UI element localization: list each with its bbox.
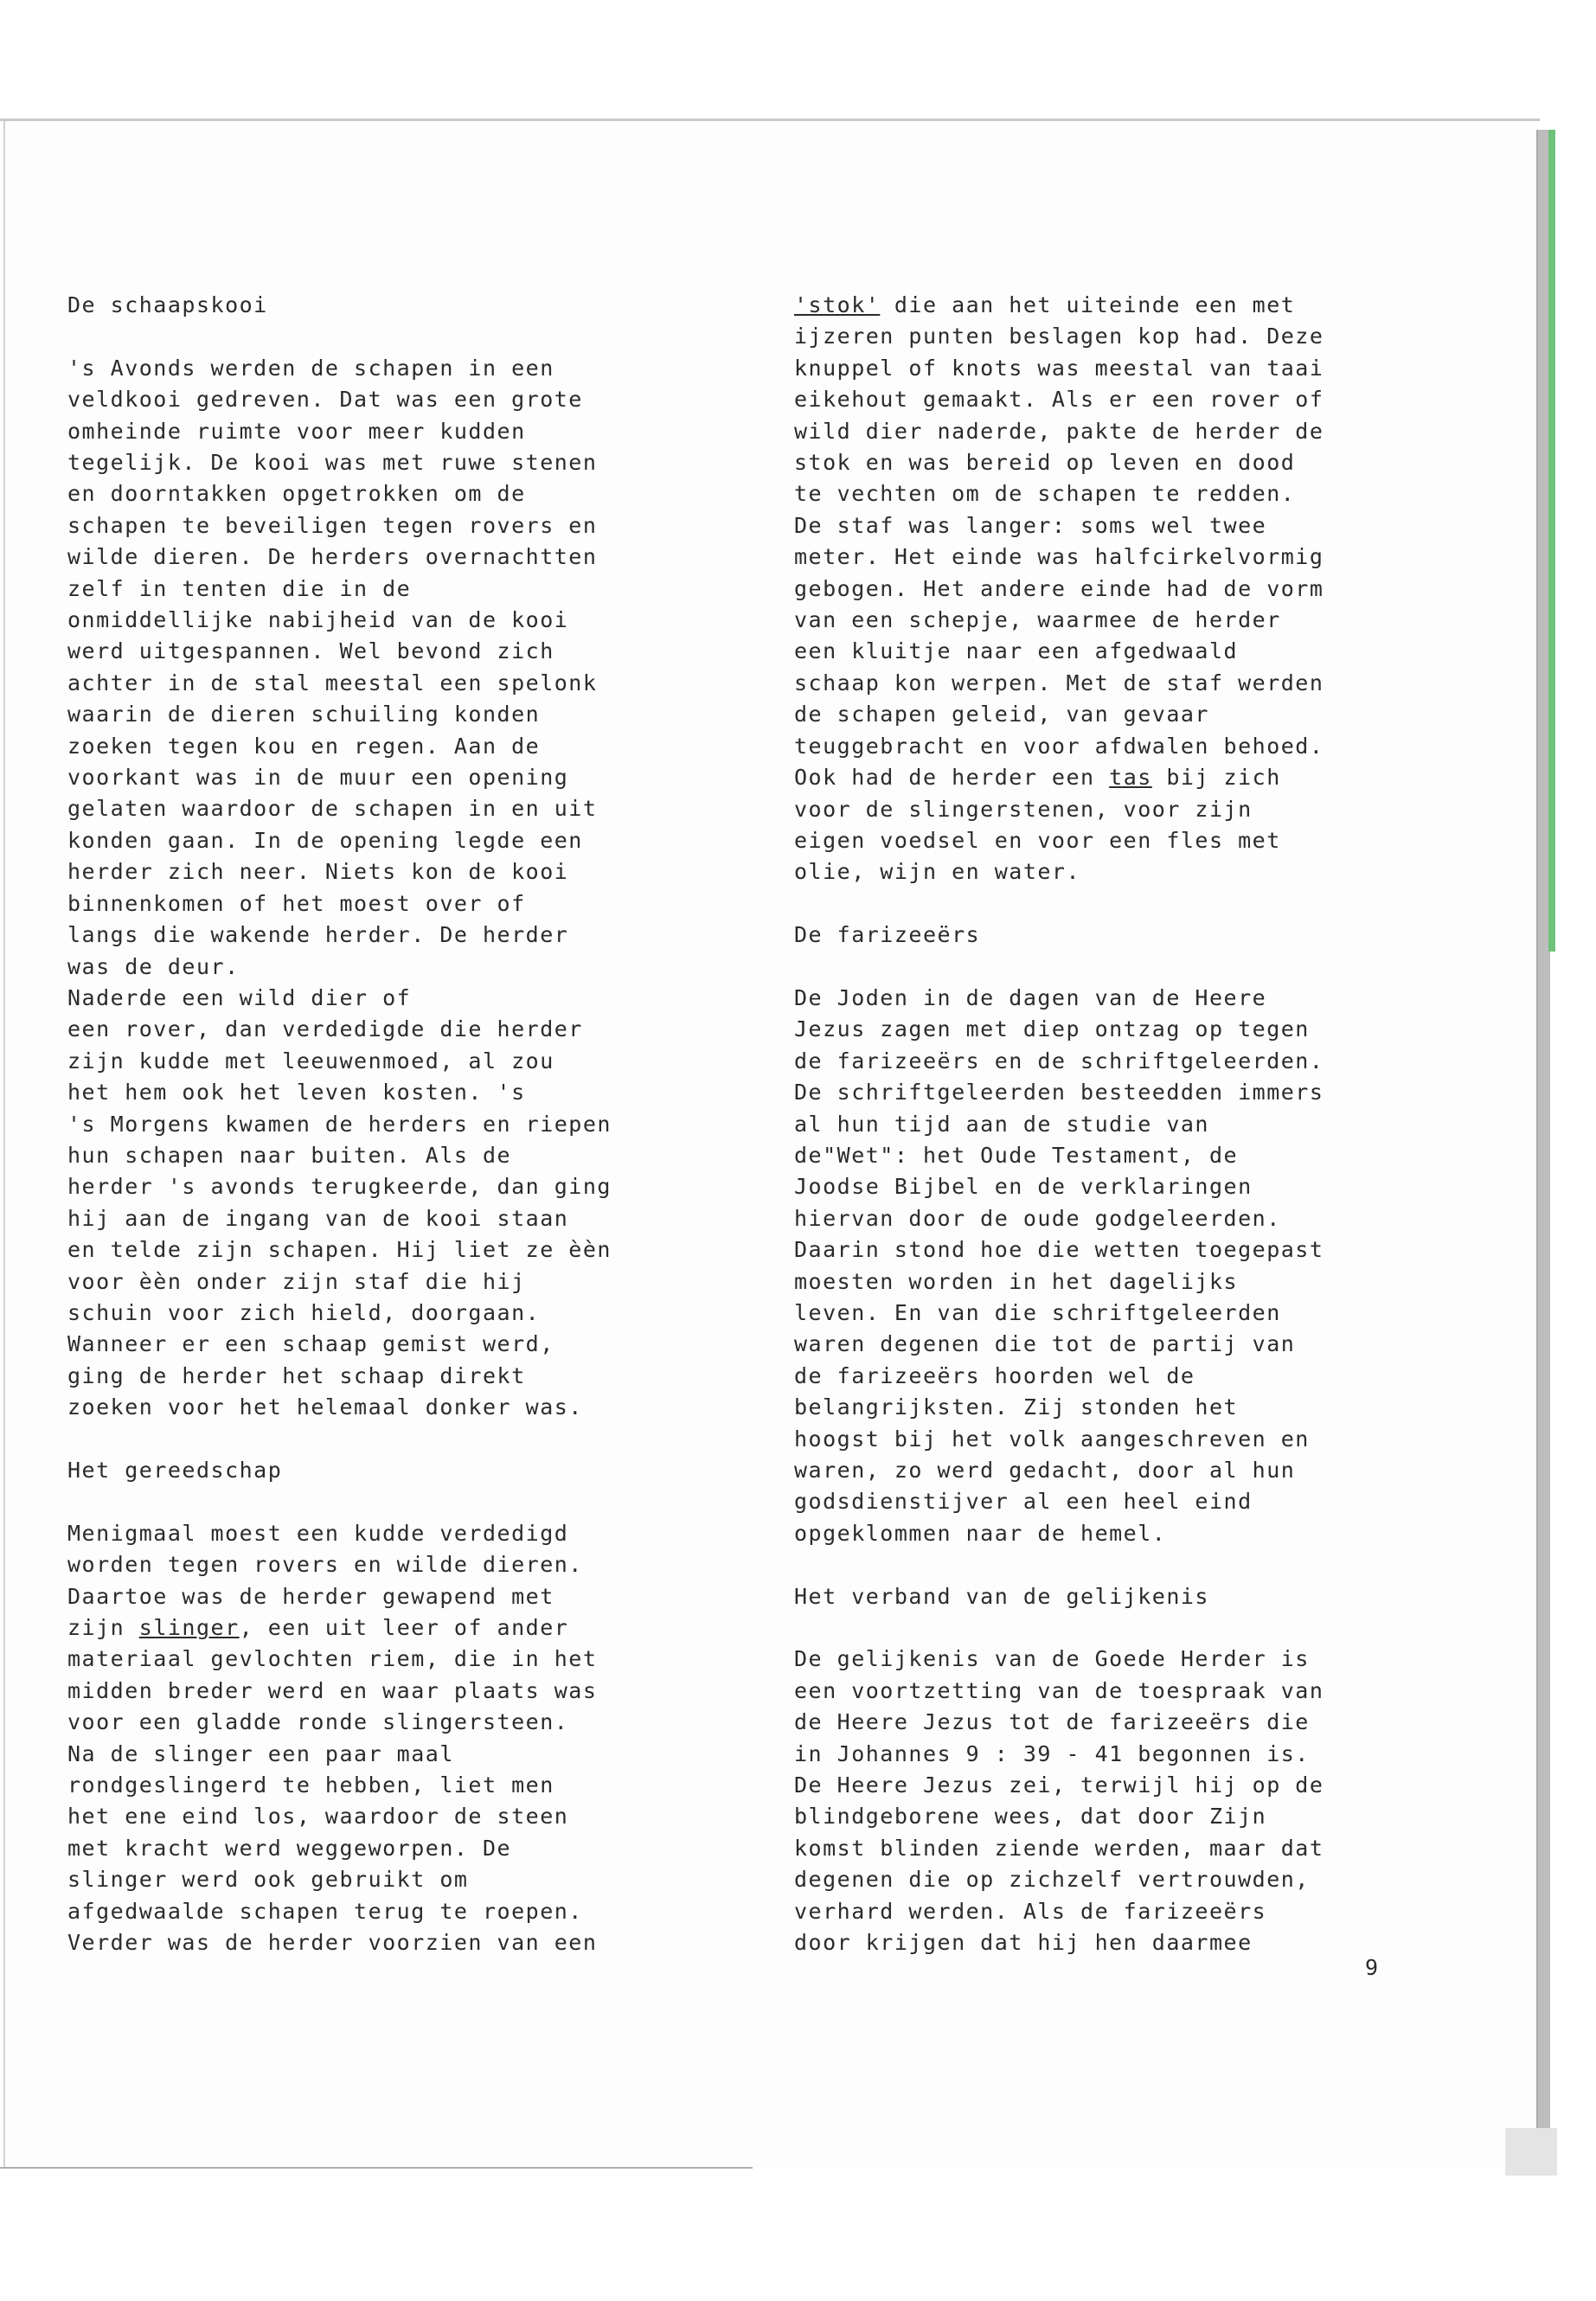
text-line: belangrijksten. Zij stonden het — [794, 1394, 1239, 1420]
text-line: een voortzetting van de toespraak van — [794, 1677, 1324, 1703]
text-line: Wanneer er een schaap gemist werd, — [67, 1331, 554, 1357]
text-line: Daarin stond hoe die wetten toegepast — [794, 1237, 1324, 1263]
text-fragment: zijn — [67, 1615, 139, 1641]
text-line: knuppel of knots was meestal van taai — [794, 355, 1324, 381]
text-line: voor èèn onder zijn staf die hij — [67, 1268, 526, 1294]
text-line: leven. En van die schriftgeleerden — [794, 1299, 1281, 1325]
text-line: hij aan de ingang van de kooi staan — [67, 1205, 569, 1231]
text-line: omheinde ruimte voor meer kudden — [67, 418, 526, 444]
text-line: materiaal gevlochten riem, die in het — [67, 1646, 598, 1672]
text-line: met kracht werd weggeworpen. De — [67, 1835, 512, 1861]
text-line: de farizeeërs hoorden wel de — [794, 1362, 1195, 1388]
paragraph-farizeeers — [794, 983, 1477, 1549]
text-line: eigen voedsel en voor een fles met — [794, 827, 1281, 853]
text-line: te vechten om de schapen te redden. — [794, 481, 1296, 507]
text-line: moesten worden in het dagelijks — [794, 1268, 1239, 1294]
text-line: rondgeslingerd te hebben, liet men — [67, 1772, 554, 1798]
section-heading-schaapskooi: De schaapskooi — [67, 292, 268, 317]
text-line: Jezus zagen met diep ontzag op tegen — [794, 1016, 1310, 1042]
text-line-slinger — [67, 1612, 751, 1644]
text-line: zoeken tegen kou en regen. Aan de — [67, 733, 541, 759]
text-line: worden tegen rovers en wilde dieren. — [67, 1552, 583, 1578]
text-line: schaap kon werpen. Met de staf werden — [794, 670, 1324, 695]
text-fragment: Ook had de herder een — [794, 765, 1110, 791]
text-line: en telde zijn schapen. Hij liet ze èèn — [67, 1237, 612, 1263]
text-line: de Heere Jezus tot de farizeeërs die — [794, 1709, 1310, 1735]
text-line: een kluitje naar een afgedwaald — [794, 638, 1239, 664]
text-line: zoeken voor het helemaal donker was. — [67, 1394, 583, 1420]
text-line: de schapen geleid, van gevaar — [794, 702, 1209, 727]
book-cover-edge — [1548, 130, 1555, 952]
text-line: gebogen. Het andere einde had de vorm — [794, 575, 1324, 601]
page-corner-shadow — [1505, 2128, 1557, 2176]
text-line: olie, wijn en water. — [794, 859, 1081, 885]
text-line: De Heere Jezus zei, terwijl hij op de — [794, 1772, 1324, 1798]
text-line: schuin voor zich hield, doorgaan. — [67, 1299, 541, 1325]
text-line: wild dier naderde, pakte de herder de — [794, 418, 1324, 444]
text-line: hun schapen naar buiten. Als de — [67, 1142, 512, 1168]
paragraph-verband — [794, 1644, 1477, 1958]
left-column — [67, 290, 751, 1958]
text-line: Verder was de herder voorzien van een — [67, 1930, 598, 1956]
text-line: werd uitgespannen. Wel bevond zich — [67, 638, 554, 664]
text-line: het hem ook het leven kosten. 's — [67, 1080, 526, 1106]
text-line: een rover, dan verdedigde die herder — [67, 1016, 583, 1042]
text-line: Na de slinger een paar maal — [67, 1740, 454, 1766]
text-line: het ene eind los, waardoor de steen — [67, 1804, 569, 1830]
text-line: waren, zo werd gedacht, door al hun — [794, 1458, 1296, 1483]
text-fragment: bij zich — [1151, 765, 1281, 791]
text-line-tas — [794, 762, 1477, 793]
text-line: De gelijkenis van de Goede Herder is — [794, 1646, 1310, 1672]
underlined-term-stok: 'stok' — [794, 292, 881, 317]
text-line: midden breder werd en waar plaats was — [67, 1677, 598, 1703]
text-line: al hun tijd aan de studie van — [794, 1111, 1209, 1137]
text-line: De schriftgeleerden besteedden immers — [794, 1080, 1324, 1106]
text-fragment: die aan het uiteinde een met — [880, 292, 1296, 317]
text-line: schapen te beveiligen tegen rovers en — [67, 512, 598, 538]
text-line: meter. Het einde was halfcirkelvormig — [794, 544, 1324, 570]
paragraph-stok-staf — [794, 290, 1477, 888]
text-line: de farizeeërs en de schriftgeleerden. — [794, 1048, 1324, 1074]
text-line: 's Morgens kwamen de herders en riepen — [67, 1111, 612, 1137]
text-line: voorkant was in de muur een opening — [67, 765, 569, 791]
text-line: eikehout gemaakt. Als er een rover of — [794, 387, 1324, 413]
text-line: stok en was bereid op leven en dood — [794, 450, 1296, 476]
page-number: 9 — [1365, 1955, 1379, 1980]
text-line: ijzeren punten beslagen kop had. Deze — [794, 324, 1324, 349]
text-line: voor een gladde ronde slingersteen. — [67, 1709, 569, 1735]
paragraph-schaapskooi — [67, 353, 751, 1424]
section-heading-farizeeers: De farizeeërs — [794, 922, 981, 948]
text-line: onmiddellijke nabijheid van de kooi — [67, 607, 569, 633]
text-line: binnenkomen of het moest over of — [67, 890, 526, 916]
section-heading-verband: Het verband van de gelijkenis — [794, 1583, 1209, 1609]
text-line: 's Avonds werden de schapen in een — [67, 355, 554, 381]
text-line: Joodse Bijbel en de verklaringen — [794, 1174, 1253, 1200]
text-line-stok — [794, 290, 1477, 321]
text-line: waarin de dieren schuiling konden — [67, 702, 541, 727]
text-line: veldkooi gedreven. Dat was een grote — [67, 387, 583, 413]
text-line: Daartoe was de herder gewapend met — [67, 1583, 554, 1609]
text-line: ging de herder het schaap direkt — [67, 1362, 526, 1388]
text-line: zijn kudde met leeuwenmoed, al zou — [67, 1048, 554, 1074]
text-line: in Johannes 9 : 39 - 41 begonnen is. — [794, 1740, 1310, 1766]
text-line: achter in de stal meestal een spelonk — [67, 670, 598, 695]
text-line: Naderde een wild dier of — [67, 984, 412, 1010]
text-line: teuggebracht en voor afdwalen behoed. — [794, 733, 1324, 759]
underlined-term-slinger: slinger — [138, 1615, 240, 1641]
text-line: zelf in tenten die in de — [67, 575, 412, 601]
text-line: was de deur. — [67, 953, 240, 979]
text-line: de"Wet": het Oude Testament, de — [794, 1142, 1239, 1168]
section-heading-gereedschap: Het gereedschap — [67, 1458, 283, 1483]
text-line: opgeklommen naar de hemel. — [794, 1520, 1167, 1546]
text-line: langs die wakende herder. De herder — [67, 922, 569, 948]
text-line: hiervan door de oude godgeleerden. — [794, 1205, 1281, 1231]
paragraph-gereedschap — [67, 1518, 751, 1959]
text-line: voor de slingerstenen, voor zijn — [794, 796, 1253, 822]
text-line: en doorntakken opgetrokken om de — [67, 481, 526, 507]
text-line: Menigmaal moest een kudde verdedigd — [67, 1520, 569, 1546]
text-line: De Joden in de dagen van de Heere — [794, 984, 1267, 1010]
text-line: herder zich neer. Niets kon de kooi — [67, 859, 569, 885]
text-line: waren degenen die tot de partij van — [794, 1331, 1296, 1357]
page-edge-bottom — [0, 2167, 753, 2169]
text-line: blindgeborene wees, dat door Zijn — [794, 1804, 1267, 1830]
text-line: tegelijk. De kooi was met ruwe stenen — [67, 450, 598, 476]
text-line: slinger werd ook gebruikt om — [67, 1867, 469, 1893]
text-line: gelaten waardoor de schapen in en uit — [67, 796, 598, 822]
text-line: komst blinden ziende werden, maar dat — [794, 1835, 1324, 1861]
text-line: herder 's avonds terugkeerde, dan ging — [67, 1174, 612, 1200]
underlined-term-tas: tas — [1109, 765, 1152, 791]
text-line: degenen die op zichzelf vertrouwden, — [794, 1867, 1310, 1893]
text-line: afgedwaalde schapen terug te roepen. — [67, 1898, 583, 1924]
text-line: konden gaan. In de opening legde een — [67, 827, 583, 853]
text-line: van een schepje, waarmee de herder — [794, 607, 1281, 633]
text-line: verhard werden. Als de farizeeërs — [794, 1898, 1267, 1924]
text-fragment: , een uit leer of ander — [239, 1615, 569, 1641]
text-line: door krijgen dat hij hen daarmee — [794, 1930, 1253, 1956]
text-line: De staf was langer: soms wel twee — [794, 512, 1267, 538]
right-column — [794, 290, 1477, 1958]
text-line: hoogst bij het volk aangeschreven en — [794, 1426, 1310, 1452]
text-line: godsdienstijver al een heel eind — [794, 1489, 1253, 1515]
text-line: wilde dieren. De herders overnachtten — [67, 544, 598, 570]
